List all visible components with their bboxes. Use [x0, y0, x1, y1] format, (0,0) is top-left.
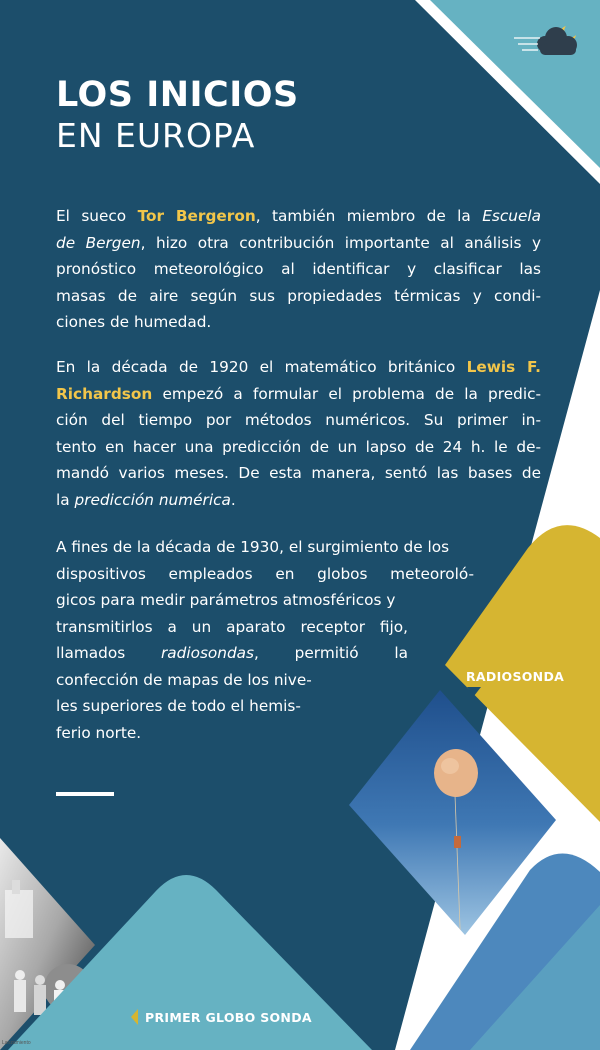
title-line-2: EN EUROPA	[56, 116, 256, 155]
page-title	[56, 75, 299, 155]
paragraph-radiosondas: A fines de la década de 1930, el surgimiento de los dispositivos empleados en globos meteoroló- gicos para medir parámetros atmosféricos y transmitirlos a un aparato receptor fijo, llamados radiosondas, permitió la confección de mapas de los nive- les superiores de todo el hemis- ferio norte.	[56, 538, 474, 742]
photo-caption: Lanzamiento	[2, 1040, 31, 1046]
name-richardson: Richardson	[56, 384, 153, 403]
name-lewis-f: Lewis F.	[466, 358, 541, 376]
title-line-1: LOS INICIOS	[56, 75, 299, 115]
radiosonda-label: RADIOSONDA	[466, 669, 565, 684]
term-radiosondas: radiosondas	[160, 644, 255, 662]
section-divider	[56, 792, 114, 796]
primer-globo-label: PRIMER GLOBO SONDA	[145, 1010, 312, 1025]
paragraph-bergeron: El sueco Tor Bergeron, también miembro de la Escuela de Bergen, hizo otra contribución importante al análisis y pronóstico meteorológico al identificar y clasificar las masas de aire según sus propiedades térmicas y condi- ciones de humedad.	[56, 207, 541, 331]
paragraph-richardson: En la década de 1920 el matemático británico Lewis F. Richardson empezó a formular el problema de la predic- ción del tiempo por métodos numéricos. Su primer in- tento en hacer una predicción de un lapso de 24 h. le de- mandó varios meses. De esta manera, sentó las bases de la predicción numérica.	[56, 358, 541, 509]
name-tor-bergeron: Tor Bergeron	[137, 207, 256, 225]
